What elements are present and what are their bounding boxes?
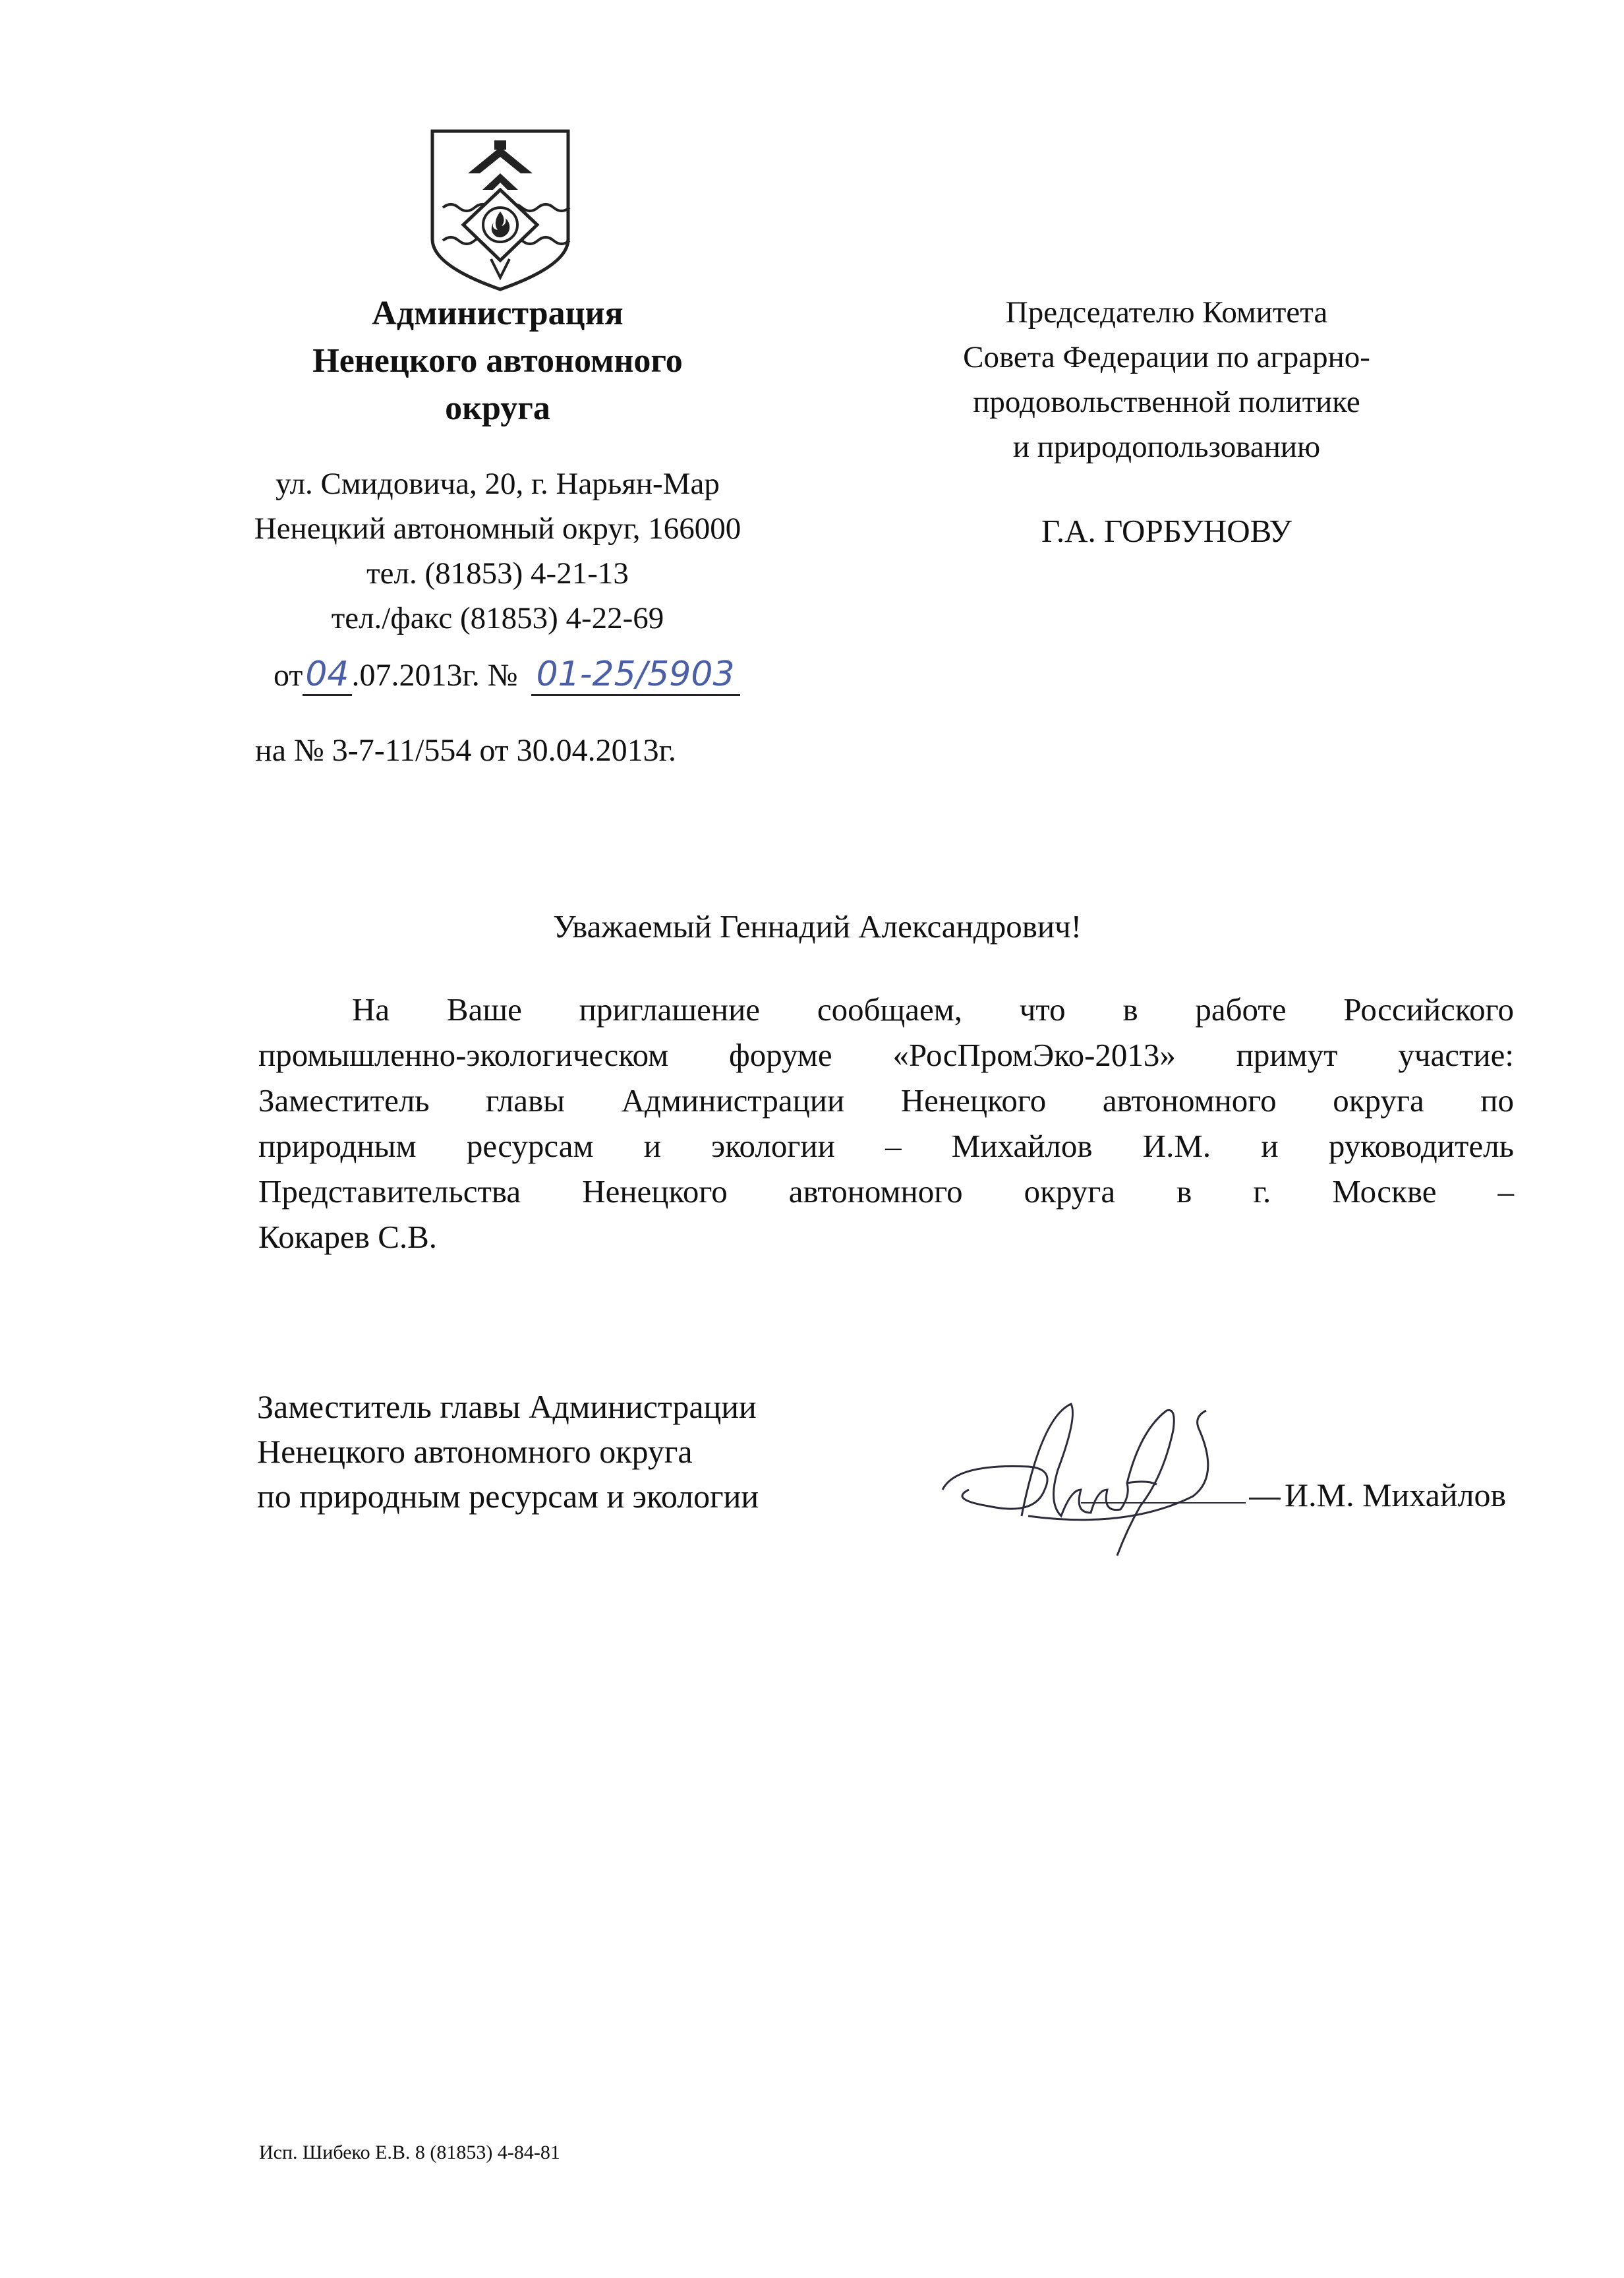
- position-line: Ненецкого автономного округа: [257, 1433, 693, 1470]
- recipient-line: Председателю Комитета: [1005, 295, 1328, 330]
- executor-footer: Исп. Шибеко Е.В. 8 (81853) 4-84-81: [259, 2142, 560, 2163]
- recipient-line: и природопользованию: [1012, 430, 1321, 464]
- org-line: Администрация: [372, 295, 624, 332]
- recipient-block: [870, 290, 1463, 469]
- address-line: ул. Смидовича, 20, г. Нарьян-Мар: [276, 467, 720, 501]
- recipient-line: продовольственной политике: [973, 385, 1360, 419]
- position-line: Заместитель главы Администрации: [257, 1388, 757, 1425]
- fax-line: тел./факс (81853) 4-22-69: [331, 601, 664, 635]
- address-line: Ненецкий автономный округ, 166000: [254, 511, 741, 546]
- sender-organization: [218, 290, 778, 432]
- letter-body: [258, 987, 1514, 1260]
- body-line: природным ресурсам и экологии – Михайлов И.М. и руководитель: [258, 1128, 1514, 1164]
- handwritten-number: 01-25/5903: [531, 655, 740, 696]
- dash-line: [1249, 1498, 1281, 1500]
- body-line: Заместитель главы Администрации Ненецкого автономного округа по: [258, 1082, 1514, 1119]
- date-rest: .07.2013г. №: [351, 658, 518, 693]
- body-line: На Ваше приглашение сообщаем, что в работе Российского: [352, 991, 1514, 1028]
- org-line: округа: [445, 390, 550, 427]
- body-line: Представительства Ненецкого автономного округа в г. Москве –: [258, 1173, 1514, 1210]
- org-line: Ненецкого автономного: [312, 342, 683, 380]
- outgoing-reference: [274, 651, 740, 699]
- salutation: Уважаемый Геннадий Александрович!: [552, 908, 1082, 945]
- coat-of-arms-emblem: [428, 127, 572, 293]
- date-prefix: от: [274, 658, 303, 693]
- signatory-name: [1249, 1473, 1506, 1517]
- position-line: по природным ресурсам и экологии: [257, 1478, 759, 1515]
- sender-address: [218, 461, 778, 641]
- signatory-position: [257, 1384, 759, 1519]
- phone-line: тел. (81853) 4-21-13: [366, 556, 629, 591]
- handwritten-day: 04: [303, 655, 351, 696]
- signatory-name-text: И.М. Михайлов: [1285, 1476, 1507, 1513]
- recipient-line: Совета Федерации по аграрно-: [963, 340, 1370, 374]
- recipient-name: Г.А. ГОРБУНОВУ: [1041, 513, 1292, 549]
- body-line: Кокарев С.В.: [258, 1219, 438, 1255]
- body-line: промышленно-экологическом форуме «РосПромЭко-2013» примут участие:: [258, 1037, 1514, 1073]
- reply-reference: на № 3-7-11/554 от 30.04.2013г.: [255, 733, 676, 768]
- handwritten-signature: [929, 1391, 1259, 1569]
